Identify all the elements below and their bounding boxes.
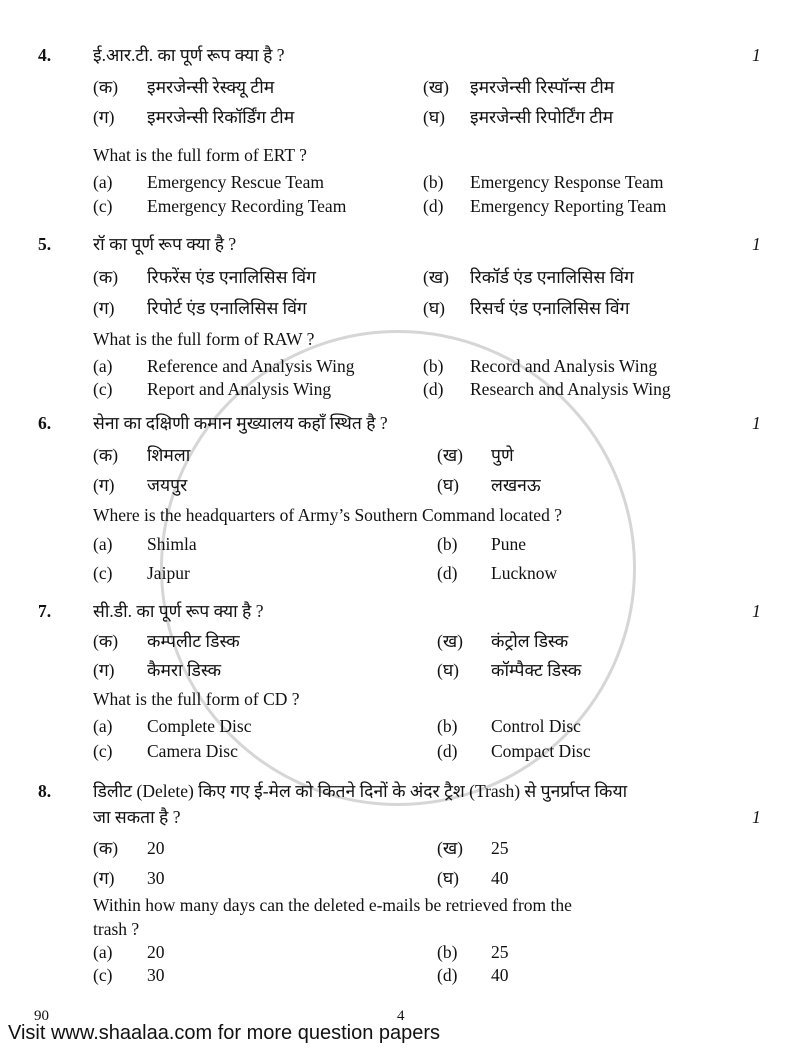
option-row bbox=[93, 530, 743, 559]
option-text-english: Complete Disc bbox=[147, 716, 252, 736]
option-label-hindi: (ख) bbox=[437, 838, 463, 858]
question-marks: 1 bbox=[752, 413, 761, 433]
option-label-english: (a) bbox=[93, 534, 113, 554]
option-text-english: Shimla bbox=[147, 534, 197, 554]
option-text-hindi: रिफरेंस एंड एनालिसिस विंग bbox=[147, 267, 316, 287]
option-text-english: 20 bbox=[147, 942, 165, 962]
option-text-hindi: कम्पलीट डिस्क bbox=[147, 631, 240, 651]
option-text-hindi: इमरजेन्सी रेस्क्यू टीम bbox=[147, 77, 275, 97]
option-label-hindi: (घ) bbox=[423, 298, 445, 318]
question-number: 6. bbox=[38, 413, 52, 433]
option-label-hindi: (घ) bbox=[423, 107, 445, 127]
option-label-english: (a) bbox=[93, 716, 113, 736]
option-text-hindi: कंट्रोल डिस्क bbox=[491, 631, 569, 651]
option-text-hindi: इमरजेन्सी रिकॉर्डिंग टीम bbox=[147, 107, 295, 127]
option-label-hindi: (क) bbox=[93, 267, 119, 287]
option-text-hindi: रिपोर्ट एंड एनालिसिस विंग bbox=[147, 298, 307, 318]
option-label-english: (d) bbox=[437, 741, 458, 761]
question-text-hindi: सी.डी. का पूर्ण रूप क्या है ? bbox=[93, 601, 264, 621]
question-text-hindi: सेना का दक्षिणी कमान मुख्यालय कहाँ स्थित है ? bbox=[93, 413, 388, 433]
option-row bbox=[93, 194, 743, 218]
option-text-english: Report and Analysis Wing bbox=[147, 379, 332, 399]
option-row bbox=[93, 378, 743, 401]
option-label-english: (b) bbox=[423, 356, 444, 376]
option-label-english: (a) bbox=[93, 172, 113, 192]
option-label-english: (c) bbox=[93, 196, 113, 216]
option-row bbox=[93, 355, 743, 378]
question-marks: 1 bbox=[752, 601, 761, 621]
option-text-hindi: इमरजेन्सी रिपोर्टिंग टीम bbox=[470, 107, 614, 127]
option-text-hindi: 30 bbox=[147, 868, 165, 888]
option-label-english: (b) bbox=[437, 534, 458, 554]
option-row bbox=[93, 833, 743, 863]
option-text-english: Reference and Analysis Wing bbox=[147, 356, 355, 376]
option-label-hindi: (ख) bbox=[423, 77, 449, 97]
option-text-hindi: शिमला bbox=[147, 445, 191, 465]
option-label-hindi: (ग) bbox=[93, 107, 115, 127]
paper-code: 90 bbox=[34, 1008, 49, 1024]
question-text-hindi: जा सकता है ? bbox=[93, 807, 181, 827]
option-label-hindi: (क) bbox=[93, 631, 119, 651]
option-label-english: (d) bbox=[437, 563, 458, 583]
option-label-hindi: (ख) bbox=[437, 445, 463, 465]
question-block bbox=[38, 598, 768, 764]
option-text-english: Lucknow bbox=[491, 563, 558, 583]
question-text-english: What is the full form of RAW ? bbox=[93, 329, 315, 349]
option-text-hindi: रिसर्च एंड एनालिसिस विंग bbox=[470, 298, 630, 318]
option-text-english: Control Disc bbox=[491, 716, 581, 736]
question-text-english: Where is the headquarters of Army’s Southern Command located ? bbox=[93, 505, 562, 525]
option-row bbox=[93, 739, 743, 764]
option-label-english: (b) bbox=[437, 942, 458, 962]
option-label-english: (c) bbox=[93, 379, 113, 399]
question-text-hindi: ई.आर.टी. का पूर्ण रूप क्या है ? bbox=[93, 45, 285, 65]
option-row bbox=[93, 262, 743, 293]
option-label-hindi: (क) bbox=[93, 445, 119, 465]
question-marks: 1 bbox=[752, 45, 761, 65]
question-block bbox=[38, 231, 768, 401]
option-text-english: 40 bbox=[491, 965, 509, 985]
option-text-english: Compact Disc bbox=[491, 741, 591, 761]
option-text-hindi: 25 bbox=[491, 838, 509, 858]
option-row bbox=[93, 102, 743, 132]
option-label-english: (b) bbox=[423, 172, 444, 192]
question-marks: 1 bbox=[752, 807, 761, 827]
option-label-hindi: (ग) bbox=[93, 298, 115, 318]
option-text-english: Emergency Response Team bbox=[470, 172, 664, 192]
option-text-hindi: कैमरा डिस्क bbox=[147, 660, 222, 680]
question-number: 4. bbox=[38, 45, 52, 65]
option-text-english: 25 bbox=[491, 942, 509, 962]
option-text-english: Record and Analysis Wing bbox=[470, 356, 658, 376]
option-label-hindi: (ग) bbox=[93, 660, 115, 680]
option-label-hindi: (घ) bbox=[437, 660, 459, 680]
option-text-hindi: कॉम्पैक्ट डिस्क bbox=[491, 660, 582, 680]
option-label-hindi: (ख) bbox=[423, 267, 449, 287]
question-marks: 1 bbox=[752, 234, 761, 254]
option-label-english: (c) bbox=[93, 741, 113, 761]
option-text-english: Pune bbox=[491, 534, 526, 554]
option-row bbox=[93, 964, 743, 987]
option-label-english: (a) bbox=[93, 356, 113, 376]
option-row bbox=[93, 656, 743, 685]
option-text-english: Research and Analysis Wing bbox=[470, 379, 671, 399]
option-row bbox=[93, 941, 743, 964]
option-label-english: (d) bbox=[423, 379, 444, 399]
option-text-hindi: जयपुर bbox=[147, 475, 188, 495]
question-block bbox=[38, 42, 768, 218]
question-number: 5. bbox=[38, 234, 52, 254]
option-label-hindi: (ग) bbox=[93, 475, 115, 495]
option-row bbox=[93, 470, 743, 500]
option-label-hindi: (घ) bbox=[437, 868, 459, 888]
option-text-english: Emergency Reporting Team bbox=[470, 196, 667, 216]
option-label-hindi: (ग) bbox=[93, 868, 115, 888]
question-block bbox=[38, 410, 768, 588]
option-text-english: Jaipur bbox=[147, 563, 190, 583]
option-text-hindi: रिकॉर्ड एंड एनालिसिस विंग bbox=[470, 267, 634, 287]
question-paper bbox=[38, 0, 768, 1000]
option-row bbox=[93, 714, 743, 739]
option-label-english: (c) bbox=[93, 965, 113, 985]
page-number: 4 bbox=[397, 1008, 405, 1024]
option-label-english: (d) bbox=[437, 965, 458, 985]
option-label-english: (a) bbox=[93, 942, 113, 962]
option-label-english: (b) bbox=[437, 716, 458, 736]
question-number: 7. bbox=[38, 601, 52, 621]
question-number: 8. bbox=[38, 781, 52, 801]
option-text-english: Emergency Rescue Team bbox=[147, 172, 324, 192]
option-row bbox=[93, 170, 743, 194]
option-text-english: 30 bbox=[147, 965, 165, 985]
option-text-hindi: इमरजेन्सी रिस्पॉन्स टीम bbox=[470, 77, 615, 97]
option-label-hindi: (घ) bbox=[437, 475, 459, 495]
option-row bbox=[93, 72, 743, 102]
question-text-english: Within how many days can the deleted e-mails be retrieved from the bbox=[93, 895, 572, 915]
footer-link[interactable]: Visit www.shaalaa.com for more question papers bbox=[8, 1022, 441, 1044]
option-row bbox=[93, 863, 743, 893]
option-text-hindi: 20 bbox=[147, 838, 165, 858]
question-text-hindi: रॉ का पूर्ण रूप क्या है ? bbox=[93, 234, 237, 254]
option-row bbox=[93, 440, 743, 470]
option-label-english: (d) bbox=[423, 196, 444, 216]
option-text-hindi: लखनऊ bbox=[491, 475, 541, 495]
option-text-english: Camera Disc bbox=[147, 741, 238, 761]
option-row bbox=[93, 293, 743, 324]
question-text-english: What is the full form of ERT ? bbox=[93, 145, 307, 165]
question-text-english: What is the full form of CD ? bbox=[93, 689, 300, 709]
option-row bbox=[93, 627, 743, 656]
option-text-hindi: पुणे bbox=[491, 445, 514, 465]
question-text-hindi: डिलीट (Delete) किए गए ई-मेल को कितने दिनों के अंदर ट्रैश (Trash) से पुनर्प्राप्त किया bbox=[93, 781, 628, 801]
option-label-english: (c) bbox=[93, 563, 113, 583]
option-text-english: Emergency Recording Team bbox=[147, 196, 347, 216]
option-label-hindi: (क) bbox=[93, 838, 119, 858]
option-label-hindi: (ख) bbox=[437, 631, 463, 651]
question-block bbox=[38, 778, 768, 987]
option-label-hindi: (क) bbox=[93, 77, 119, 97]
option-text-hindi: 40 bbox=[491, 868, 509, 888]
option-row bbox=[93, 559, 743, 588]
question-text-english: trash ? bbox=[93, 919, 140, 939]
